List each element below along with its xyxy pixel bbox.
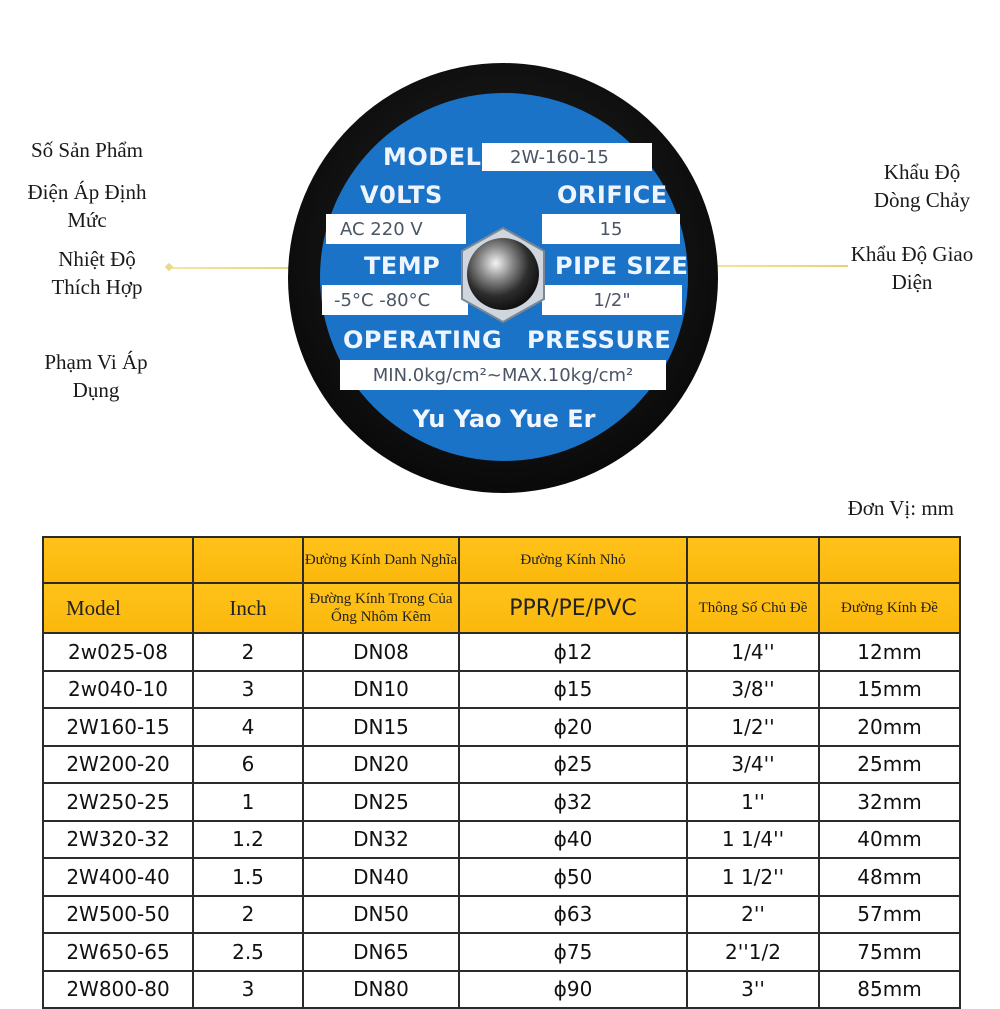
- cell-pipe-diameter: ϕ75: [459, 933, 687, 971]
- badge-volts-text: AC 220 V: [340, 218, 423, 240]
- badge-orifice-text: 15: [599, 218, 623, 240]
- cell-thread-spec: 1 1/4'': [687, 821, 819, 859]
- cell-pipe-diameter: ϕ15: [459, 671, 687, 709]
- table-row: [43, 821, 960, 859]
- badge-orifice-value: [542, 214, 680, 244]
- cell-dn: DN40: [303, 858, 459, 896]
- cell-dn: DN20: [303, 746, 459, 784]
- table-row: [43, 971, 960, 1009]
- cell-inch: 3: [193, 971, 303, 1009]
- cell-pipe-diameter: ϕ40: [459, 821, 687, 859]
- cell-dn: DN10: [303, 671, 459, 709]
- table-header-row-top: [43, 537, 960, 583]
- cell-model: 2w040-10: [43, 671, 193, 709]
- badge-model-value: [482, 143, 652, 171]
- cell-inch: 1.5: [193, 858, 303, 896]
- header-ppr-pe-pvc: PPR/PE/PVC: [459, 583, 687, 633]
- cell-pipe-diameter: ϕ90: [459, 971, 687, 1009]
- spec-table: [42, 536, 961, 1009]
- badge-pressure-value: [340, 360, 666, 390]
- cell-pipe-diameter: ϕ25: [459, 746, 687, 784]
- table-row: [43, 933, 960, 971]
- cell-thread-diameter: 32mm: [819, 783, 960, 821]
- leader-line-left: [168, 267, 308, 269]
- cell-dn: DN25: [303, 783, 459, 821]
- cell-model: 2W800-80: [43, 971, 193, 1009]
- cell-inch: 1: [193, 783, 303, 821]
- cell-thread-diameter: 15mm: [819, 671, 960, 709]
- callout-flow-aperture: Khẩu Độ Dòng Chảy: [873, 160, 971, 212]
- table-row: [43, 746, 960, 784]
- badge-pressure-text: MIN.0kg/cm²~MAX.10kg/cm²: [372, 364, 634, 386]
- cell-thread-spec: 1 1/2'': [687, 858, 819, 896]
- table-row: [43, 708, 960, 746]
- header-top-nominal-diameter: Đường Kính Danh Nghĩa: [303, 537, 459, 583]
- cell-inch: 2: [193, 633, 303, 671]
- cell-model: 2W650-65: [43, 933, 193, 971]
- cell-thread-diameter: 25mm: [819, 746, 960, 784]
- callout-product-number: Số Sản Phẩm: [30, 138, 143, 162]
- callout-suitable-temperature: Nhiệt Độ Thích Hợp: [51, 247, 143, 299]
- cell-thread-diameter: 40mm: [819, 821, 960, 859]
- table-row: [43, 671, 960, 709]
- header-model: Model: [43, 583, 193, 633]
- table-header-row-bottom: [43, 583, 960, 633]
- cell-pipe-diameter: ϕ50: [459, 858, 687, 896]
- nut-icon: [458, 226, 548, 324]
- cell-pipe-diameter: ϕ12: [459, 633, 687, 671]
- cell-thread-diameter: 48mm: [819, 858, 960, 896]
- cell-dn: DN80: [303, 971, 459, 1009]
- cell-thread-spec: 3'': [687, 971, 819, 1009]
- header-top-thread-spec: [687, 537, 819, 583]
- cell-thread-spec: 1'': [687, 783, 819, 821]
- header-top-model: [43, 537, 193, 583]
- badge-operating-label: OPERATING: [343, 326, 503, 354]
- cell-thread-diameter: 75mm: [819, 933, 960, 971]
- cell-dn: DN50: [303, 896, 459, 934]
- badge-pipe-size-text: 1/2": [593, 289, 631, 311]
- cell-thread-diameter: 12mm: [819, 633, 960, 671]
- cell-inch: 4: [193, 708, 303, 746]
- cell-model: 2W250-25: [43, 783, 193, 821]
- badge-model-label: MODEL: [383, 143, 482, 171]
- header-inch: Inch: [193, 583, 303, 633]
- cell-thread-spec: 3/8'': [687, 671, 819, 709]
- badge-pipe-size-label: PIPE SIZE: [555, 252, 689, 280]
- header-inner-diameter: Đường Kính Trong Của Ống Nhôm Kẽm: [303, 583, 459, 633]
- badge-temp-label: TEMP: [364, 252, 441, 280]
- callout-pressure-range: Phạm Vi Áp Dụng: [44, 350, 148, 402]
- cell-inch: 6: [193, 746, 303, 784]
- cell-dn: DN65: [303, 933, 459, 971]
- badge-orifice-label: ORIFICE: [557, 181, 668, 209]
- table-row: [43, 633, 960, 671]
- cell-pipe-diameter: ϕ32: [459, 783, 687, 821]
- cell-pipe-diameter: ϕ20: [459, 708, 687, 746]
- cell-model: 2W200-20: [43, 746, 193, 784]
- badge-volts-value: [326, 214, 466, 244]
- header-top-small-diameter: Đường Kính Nhỏ: [459, 537, 687, 583]
- cell-thread-diameter: 85mm: [819, 971, 960, 1009]
- badge-pipe-size-value: [542, 285, 682, 315]
- cell-pipe-diameter: ϕ63: [459, 896, 687, 934]
- table-row: [43, 896, 960, 934]
- cell-inch: 3: [193, 671, 303, 709]
- table-row: [43, 783, 960, 821]
- callout-interface-aperture: Khẩu Độ Giao Diện: [850, 242, 974, 294]
- cell-thread-spec: 1/2'': [687, 708, 819, 746]
- callout-rated-voltage: Điện Áp Định Mức: [27, 180, 147, 232]
- cell-inch: 1.2: [193, 821, 303, 859]
- header-thread-spec: Thông Số Chủ Đề: [687, 583, 819, 633]
- cell-dn: DN08: [303, 633, 459, 671]
- cell-thread-spec: 1/4'': [687, 633, 819, 671]
- cell-thread-spec: 2'': [687, 896, 819, 934]
- badge-temp-value: [322, 285, 468, 315]
- cell-thread-diameter: 20mm: [819, 708, 960, 746]
- header-top-thread-diameter: [819, 537, 960, 583]
- cell-model: 2W320-32: [43, 821, 193, 859]
- cell-dn: DN15: [303, 708, 459, 746]
- badge-pressure-label: PRESSURE: [527, 326, 672, 354]
- unit-note: Đơn Vị: mm: [847, 496, 954, 520]
- header-top-inch: [193, 537, 303, 583]
- leader-dot-left: [165, 263, 173, 271]
- cell-model: 2w025-08: [43, 633, 193, 671]
- badge-temp-text: -5°C -80°C: [334, 289, 431, 311]
- badge-volts-label: V0LTS: [360, 181, 443, 209]
- cell-model: 2W500-50: [43, 896, 193, 934]
- cell-dn: DN32: [303, 821, 459, 859]
- cell-inch: 2.5: [193, 933, 303, 971]
- header-thread-diameter: Đường Kính Đề: [819, 583, 960, 633]
- cell-inch: 2: [193, 896, 303, 934]
- table-row: [43, 858, 960, 896]
- cell-thread-diameter: 57mm: [819, 896, 960, 934]
- cell-model: 2W160-15: [43, 708, 193, 746]
- badge-brand: Yu Yao Yue Er: [412, 405, 596, 433]
- cell-thread-spec: 3/4'': [687, 746, 819, 784]
- cell-model: 2W400-40: [43, 858, 193, 896]
- cell-thread-spec: 2''1/2: [687, 933, 819, 971]
- badge-model-text: 2W-160-15: [510, 146, 609, 168]
